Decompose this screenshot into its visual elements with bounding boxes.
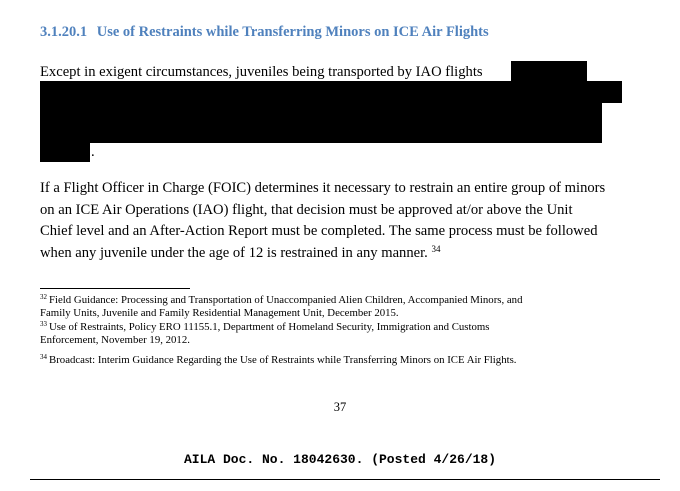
footnote-33 — [40, 321, 640, 347]
section-number: 3.1.20.1 — [40, 24, 88, 40]
footnote-text: Field Guidance: Processing and Transportation of Unaccompanied Alien Children, Accompanied Minors, and — [49, 294, 523, 306]
paragraph-foic-line: when any juvenile under the age of 12 is restrained in any manner. $^{34}$ — [40, 243, 441, 261]
footnote-text: Family Units, Juvenile and Family Residential Management Unit, December 2015. — [40, 307, 399, 319]
paragraph-foic-line: Chief level and an After-Action Report must be completed. The same process must be followed — [40, 223, 598, 239]
redaction-block — [40, 121, 602, 143]
footnote-text: Use of Restraints, Policy ERO 11155.1, Department of Homeland Security, Immigration and Customs — [49, 321, 490, 333]
page-number: 37 — [333, 400, 347, 414]
paragraph-exigent-text: Except in exigent circumstances, juveniles being transported by IAO flights — [40, 64, 483, 80]
footnote-number: 32 — [40, 293, 47, 301]
section-heading — [40, 24, 489, 41]
footnote-text: Enforcement, November 19, 2012. — [40, 334, 190, 346]
footnote-34 — [40, 354, 640, 367]
redaction-block — [40, 101, 602, 123]
redaction-block — [511, 61, 587, 83]
bottom-divider — [30, 479, 660, 480]
footnote-32 — [40, 294, 640, 320]
redaction-block — [40, 81, 622, 103]
paragraph-foic — [40, 178, 650, 264]
aila-doc-stamp: AILA Doc. No. 18042630. (Posted 4/26/18) — [183, 452, 497, 467]
paragraph-foic-line: on an ICE Air Operations (IAO) flight, that decision must be approved at/or above the Unit — [40, 201, 573, 218]
redaction-end-period: . — [91, 144, 95, 160]
paragraph-foic-line: If a Flight Officer in Charge (FOIC) determines it necessary to restrain an entire group of minors — [40, 180, 606, 196]
section-title: Use of Restraints while Transferring Minors on ICE Air Flights — [96, 24, 489, 40]
footnote-ref-34: 34 — [431, 243, 441, 254]
footnote-text: Broadcast: Interim Guidance Regarding the Use of Restraints while Transferring Minors on ICE Air Flights. — [49, 354, 517, 366]
redaction-block — [40, 141, 90, 162]
footnote-number: 33 — [40, 320, 47, 328]
footnote-number: 34 — [40, 353, 47, 361]
footnote-divider — [40, 288, 190, 289]
